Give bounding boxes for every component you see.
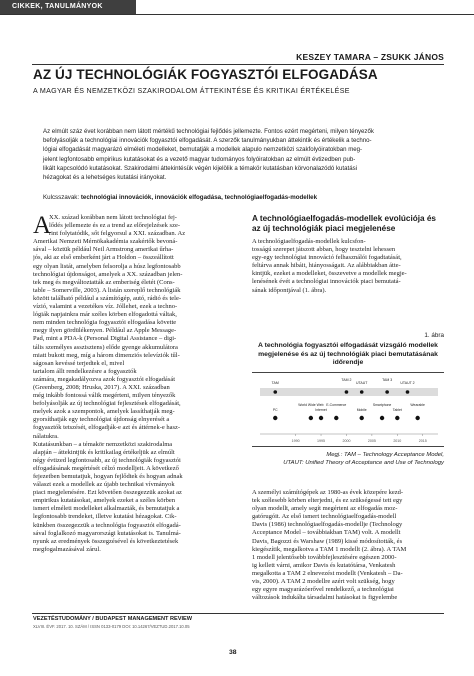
right-body-text bbox=[252, 489, 444, 602]
text-line: nálatukra. bbox=[33, 432, 59, 440]
text-line: lógiák napjainkra már széles körben elfogadottá váltak, bbox=[33, 311, 177, 319]
innovation-point bbox=[334, 416, 338, 420]
model-point bbox=[360, 390, 364, 394]
text-line: megalkotta a TAM 2 elnevezést modellt (Venkatesh – Da- bbox=[252, 569, 403, 577]
x-tick-label: 1990 bbox=[291, 439, 300, 443]
figure-note-line: Megj.: TAM – Technology Acceptance Model, bbox=[326, 452, 444, 458]
text-line: kiegészítik, megalkotva a TAM 1 modellt (2. ábra). A TAM bbox=[252, 545, 407, 553]
text-line: technológiai újdonságot, amelyek a XX. században jelen- bbox=[33, 270, 183, 278]
innovation-point bbox=[273, 416, 277, 420]
innovation-label: Smartphone bbox=[372, 403, 392, 407]
innovation-point bbox=[415, 416, 419, 420]
text-line: sának időpontjával (1. ábra). bbox=[252, 286, 327, 294]
text-line: ságosan kevéssé terjedtek el, mivel bbox=[33, 359, 125, 367]
text-line: piaci megjelenésére. Ezt követően összegezzük azokat az bbox=[33, 489, 182, 497]
figure-rule bbox=[252, 372, 444, 373]
innovation-point bbox=[395, 416, 399, 420]
footer-rule bbox=[32, 613, 444, 614]
text-line: fejezetben bemutatjuk, hogyan fejlődtek és hogyan adnak bbox=[33, 473, 183, 480]
text-line: megy ilyen gördülékenyen. Például az Apple Message- bbox=[33, 327, 177, 335]
x-tick-label: 2005 bbox=[367, 439, 376, 443]
figure-note bbox=[252, 451, 444, 467]
innovation-label: PC bbox=[272, 408, 278, 412]
text-line: sával – köztük például Neil Armstrong amerikai űrha- bbox=[33, 246, 174, 254]
text-line: Davis, Bagozzi és Warshaw (1989) kissé módosították, és bbox=[252, 537, 403, 545]
section-tag bbox=[0, 0, 136, 14]
text-line: alapján – áttekintjük és kritikailag értékeljük az elmúlt bbox=[33, 448, 175, 456]
text-line: vízió, valamint a vezetékes víz. Jóllehet, ezek a techno- bbox=[33, 303, 178, 311]
text-line: legfontosabb trendeket, illetve kutatási hézagokat. Cik- bbox=[33, 513, 177, 521]
model-label: UTAUT bbox=[356, 381, 368, 385]
text-line: választ ezek a modellek az újabb technikai vívmányok bbox=[33, 481, 175, 489]
text-line: A személyi számítógépek az 1980-as évek közepére kezd- bbox=[252, 489, 404, 496]
model-point bbox=[273, 390, 277, 394]
text-line: rint folytatódik, sőt felgyorsul a XXI. században. Az bbox=[49, 230, 186, 238]
authors: KESZEY TAMARA – ZSUKK JÁNOS bbox=[296, 52, 444, 62]
model-label: TAM 3 bbox=[382, 378, 393, 382]
model-label: TAM 2 bbox=[341, 378, 352, 382]
text-line: A technológiaelfogadás-modellek kulcsfon- bbox=[252, 238, 366, 245]
text-line: megfogalmazásával zárul. bbox=[33, 545, 101, 553]
text-line: Amerikai Nemzeti Mérnökakadémia szakértők bevoná- bbox=[33, 238, 178, 246]
text-line: jós, aki az első emberként járt a Holdon – összeállított bbox=[33, 254, 174, 262]
text-line: Davis (1986) technológiaelfogadás-modellje (Technology bbox=[252, 521, 403, 529]
figure-note-line: UTAUT: Unified Theory of Acceptance and Use of Technology bbox=[283, 460, 444, 466]
text-line: tartalom állt rendelkezésre a fogyasztók bbox=[33, 367, 137, 375]
right-body bbox=[252, 489, 444, 602]
abstract-line: lógiai elfogadását magyarázó elméleti modelleket, bemutatják a modellek alapulo nemzetközi szakfolyóiratokban meg- bbox=[43, 146, 363, 154]
article-title: AZ ÚJ TECHNOLÓGIÁK FOGYASZTÓI ELFOGADÁSA bbox=[33, 67, 378, 82]
innovation-label: Internet bbox=[315, 408, 327, 412]
innovation-point bbox=[309, 416, 313, 420]
text-line: nem minden technológia fogyasztói elfogadása követte bbox=[33, 319, 177, 327]
model-point bbox=[406, 390, 410, 394]
model-point bbox=[385, 390, 389, 394]
keywords bbox=[43, 194, 317, 201]
text-line: tek meg és megváltoztatták az emberiség életét (Cons- bbox=[33, 278, 175, 286]
abstract-line: Az elmúlt száz évet korábban nem látott mértékű technológiai fejlődés jellemezte. Fontos ezért megérteni, milyen tényezők bbox=[43, 128, 374, 135]
innovation-label: Wearable bbox=[410, 403, 425, 407]
text-line: egy olyan listát, amelyben felsorolja a húsz legfontosabb bbox=[33, 262, 181, 270]
right-column bbox=[252, 214, 444, 295]
text-line: table – Somerville, 2003). A listán szereplő technológiák bbox=[33, 286, 181, 294]
text-line: künkben összegezzük a technológia fogyasztói elfogadá- bbox=[33, 521, 181, 529]
header-rule bbox=[0, 14, 474, 15]
text-line: tek szélesebb körben elterjedni, és ez szükségessé tett egy bbox=[252, 497, 403, 505]
x-tick-label: 1995 bbox=[317, 439, 326, 443]
text-line: ig kellett várni, amikor Davis és kutatótársa, Venkatesh bbox=[252, 561, 396, 569]
text-line: miatt bukott meg, míg a három dimenziós televíziók tűl- bbox=[33, 351, 180, 359]
text-line: tosságú szerepet játszott abban, hogy tesztelni lehessen bbox=[252, 246, 396, 254]
section-heading: A technológiaelfogadás-modellek evolúciója és az új technológiák piaci megjelenése bbox=[252, 214, 436, 233]
model-label: TAM bbox=[271, 381, 279, 385]
text-line: gatórugóit. Az első ismert technológiaelfogadás-modell bbox=[252, 513, 397, 521]
innovation-label: World Wide Web bbox=[298, 403, 324, 407]
text-line: Acceptance Model – továbbiakban TAM) volt. A modellt bbox=[252, 529, 401, 537]
text-line: négy évtized legfontosabb, az új technológiák fogyasztói bbox=[33, 456, 181, 464]
footer-issue: XLVIII. ÉVF. 2017. 10. SZÁM / ISSN 0133-0179 DOI: 10.14267/VEZTUD.2017.10.05 bbox=[33, 624, 190, 629]
model-band bbox=[260, 388, 438, 396]
keywords-text: technológiai innovációk, innovációk elfogadása, technológiaelfogadás-modellek bbox=[80, 194, 318, 201]
footer-journal: VEZETÉSTUDOMÁNY / BUDAPEST MANAGEMENT REVIEW bbox=[33, 616, 193, 622]
figure-title: A technológia fogyasztói elfogadását vizsgáló modellek megjelenése és az új technológiák piaci bemutatásának időrendje bbox=[258, 342, 438, 367]
text-line: lenésének évét a technológiai innovációk piaci bemutatá- bbox=[252, 278, 401, 286]
abstract bbox=[43, 127, 445, 182]
text-line: Kutatásunkban – a témakör nemzetközi szakirodalma bbox=[33, 440, 173, 448]
text-line: egy-egy technológiai innováció felhasználói fogadtatását, bbox=[252, 254, 402, 262]
timeline-chart bbox=[252, 374, 444, 444]
text-line: elfogadásának megértését célzó modelljeit. A következő bbox=[33, 464, 179, 472]
text-line: tális személyes asszisztens) előde gyenge akkumulátora bbox=[33, 343, 178, 351]
abstract-line: likált kapcsolódó kutatásokat. Szakirodalmi áttekintésük végén kijelölik a témakör kutatásban körvonalazódó kutatási bbox=[43, 164, 357, 172]
text-line: nyunk az eredmények összegzésével és következtetések bbox=[33, 537, 179, 545]
text-line: fogyasztók tetszését, elfogadják-e azt és áttérnek-e hasz- bbox=[33, 424, 181, 432]
drop-cap: A bbox=[33, 212, 52, 239]
x-tick-label: 2000 bbox=[342, 439, 351, 443]
text-line: olyan modellt, amely segít megérteni az elfogadás moz- bbox=[252, 505, 398, 513]
innovation-point bbox=[360, 416, 364, 420]
text-line: empirikus kutatásokat, amelyek ezeket a széles körben bbox=[33, 497, 176, 505]
innovation-label: E-Commerce bbox=[326, 403, 347, 407]
right-intro-text bbox=[252, 238, 444, 295]
text-line: (Greenberg, 2008; Hruska, 2017). A XXI. században bbox=[33, 383, 170, 391]
keywords-label: Kulcsszavak: bbox=[43, 194, 80, 201]
text-line: sával foglalkozó magyarországi kutatásokat is. Tanulmá- bbox=[33, 529, 181, 537]
x-tick-label: 2010 bbox=[393, 439, 402, 443]
text-line: vis, 2000). A TAM 2 modellre azért volt szükség, hogy bbox=[252, 578, 395, 586]
figure-number: 1. ábra bbox=[424, 332, 444, 339]
innovation-point bbox=[319, 416, 323, 420]
innovation-point bbox=[380, 416, 384, 420]
text-line: között található például a számítógép, autó, rádió és tele- bbox=[33, 294, 182, 302]
abstract-line: befolyásolják a technológiai innovációk fogyasztói elfogadását. A szerzők tanulmányukban áttekintik és értékelik a techno- bbox=[43, 137, 372, 145]
text-line: Pad, mint a PDA-k (Personal Digital Assistance – digi- bbox=[33, 335, 177, 343]
left-column bbox=[33, 214, 234, 554]
text-line: melyek azok a szempontok, amelyek lassíthatják meg- bbox=[33, 408, 175, 416]
model-point bbox=[345, 390, 349, 394]
figure-bottom-rule bbox=[252, 446, 444, 447]
text-line: lődés jellemezte és ez a trend az előrejelzések sze- bbox=[49, 222, 181, 230]
text-line: ismert elméleti modelleket alkalmazták, és bemutatjuk a bbox=[33, 505, 180, 513]
model-label: UTAUT 2 bbox=[400, 381, 415, 385]
section-tag-text: CIKKEK, TANULMÁNYOK bbox=[12, 3, 103, 10]
title-rule bbox=[32, 64, 444, 65]
text-line: kintjük, ezeket a modelleket, összevetve a modellek megje- bbox=[252, 270, 407, 278]
text-line: gyorsíthatják egy technológiai újdonság elnyerését a bbox=[33, 416, 170, 424]
text-line: feltárva annak hibáit, hiányosságait. Az alábbiakban átte- bbox=[252, 262, 401, 270]
left-column-text bbox=[33, 214, 234, 554]
article-subtitle: A MAGYAR ÉS NEMZETKÖZI SZAKIRODALOM ÁTTEKINTÉSE ÉS KRITIKAI ÉRTÉKELÉSE bbox=[33, 87, 350, 95]
text-line: változások indukálta társadalmi hatásokat is figyelembe bbox=[252, 594, 398, 602]
text-line: 1 modell jelentősebb továbbfejlesztésére egészen 2000- bbox=[252, 553, 397, 561]
page-number: 38 bbox=[229, 649, 237, 656]
text-line: számára, megakadályozva azok fogyasztói elfogadását bbox=[33, 375, 176, 383]
text-line: XX. század korábban nem látott technológiai fej- bbox=[49, 214, 177, 221]
innovation-label: Mobile bbox=[356, 408, 367, 412]
x-tick-label: 2015 bbox=[418, 439, 427, 443]
text-line: befolyásolják az új technológiai fejlesztések elfogadását, bbox=[33, 400, 181, 408]
abstract-line: hézagokat és a lehetséges kutatási irányokat. bbox=[43, 174, 167, 182]
abstract-line: jelent legfontosabb empirikus kutatásokat és a vezető magyar tudományos folyóiratokban az elmúlt évtizedben pub- bbox=[43, 155, 356, 163]
text-line: egy egyre magyarázóerővel rendelkező, a technológiai bbox=[252, 586, 394, 594]
text-line: még inkább fontossá válik megérteni, milyen tényezők bbox=[33, 392, 176, 400]
innovation-label: Tablet bbox=[392, 408, 402, 412]
